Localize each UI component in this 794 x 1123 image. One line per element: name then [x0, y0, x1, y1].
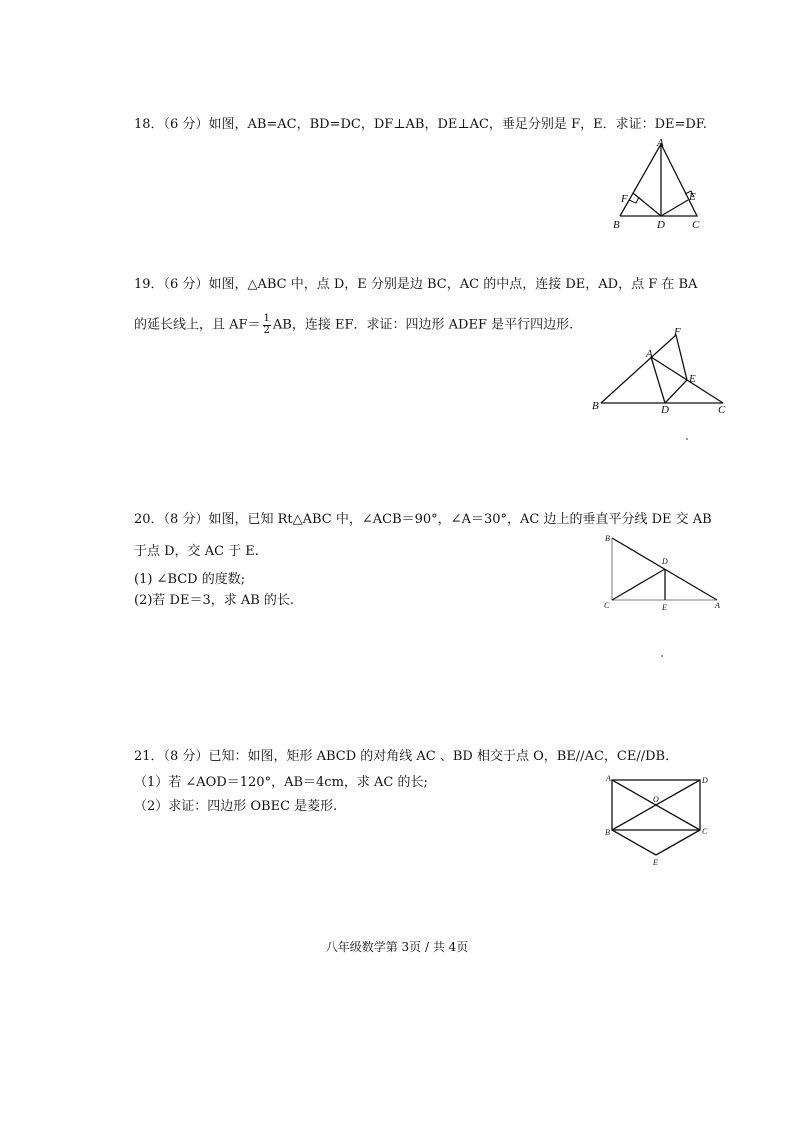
q20-sub1: (1) ∠BCD 的度数; [134, 572, 246, 587]
q18-label-f: F [621, 193, 628, 205]
q18-label-c: C [692, 219, 700, 231]
q20-sub2: (2)若 DE＝3，求 AB 的长. [134, 593, 295, 608]
scan-speck [661, 655, 663, 657]
q18-label-d: D [657, 219, 665, 231]
q19-label-a: A [646, 348, 653, 360]
page-footer: 八年级数学第 3页 / 共 4页 [325, 940, 469, 954]
q19-fraction [263, 314, 271, 336]
q20-line1: 20．（8 分）如图，已知 Rt△ABC 中，∠ACB＝90°，∠A＝30°，AC 边上的垂直平分线 DE 交 AB [134, 512, 712, 527]
q21-label-o: O [653, 795, 659, 804]
q20-label-c: C [604, 601, 610, 610]
q21-label-a: A [606, 774, 611, 783]
q21-line1: 21．（8 分）已知：如图，矩形 ABCD 的对角线 AC 、BD 相交于点 O，BE//AC，CE//DB． [134, 749, 679, 764]
q18-label-a: A [657, 137, 664, 149]
q19-line2 [134, 314, 573, 336]
q20-line2: 于点 D，交 AC 于 E. [134, 544, 259, 559]
q21-label-d: D [702, 776, 708, 785]
q21-label-c: C [702, 827, 708, 836]
q19-fraction-num: 1 [263, 313, 270, 324]
q19-line2-post: AB，连接 EF．求证：四边形 ADEF 是平行四边形. [272, 317, 574, 333]
q21-sub1: （1）若 ∠AOD＝120°，AB＝4cm，求 AC 的长; [134, 775, 428, 790]
q19-figure [590, 326, 740, 416]
q18-label-e: E [689, 191, 696, 203]
q21-label-e: E [653, 858, 658, 867]
scan-speck [686, 438, 688, 440]
q18-stem: 18．（6 分）如图，AB=AC，BD=DC，DF⊥AB，DE⊥AC，垂足分别是 F，E．求证：DE=DF. [134, 117, 707, 132]
q19-label-f: F [674, 326, 681, 338]
q21-figure [600, 772, 715, 872]
q20-label-d: D [662, 557, 668, 566]
q19-label-b: B [592, 400, 599, 412]
q20-label-a: A [715, 601, 720, 610]
q20-label-b: B [605, 534, 610, 543]
q20-figure [600, 530, 730, 612]
q21-sub2: （2）求证：四边形 OBEC 是菱形. [134, 799, 338, 814]
q19-label-d: D [661, 404, 669, 416]
q19-line2-pre: 的延长线上，且 AF＝ [134, 317, 261, 333]
q20-label-e: E [662, 603, 667, 612]
q18-label-b: B [613, 219, 620, 231]
q19-label-e: E [689, 373, 696, 385]
q19-line1: 19．（6 分）如图，△ABC 中，点 D，E 分别是边 BC，AC 的中点，连接 DE，AD，点 F 在 BA [134, 277, 698, 292]
q19-fraction-den: 2 [263, 324, 270, 336]
q18-figure [610, 136, 710, 231]
q21-label-b: B [605, 828, 610, 837]
q19-label-c: C [718, 404, 726, 416]
